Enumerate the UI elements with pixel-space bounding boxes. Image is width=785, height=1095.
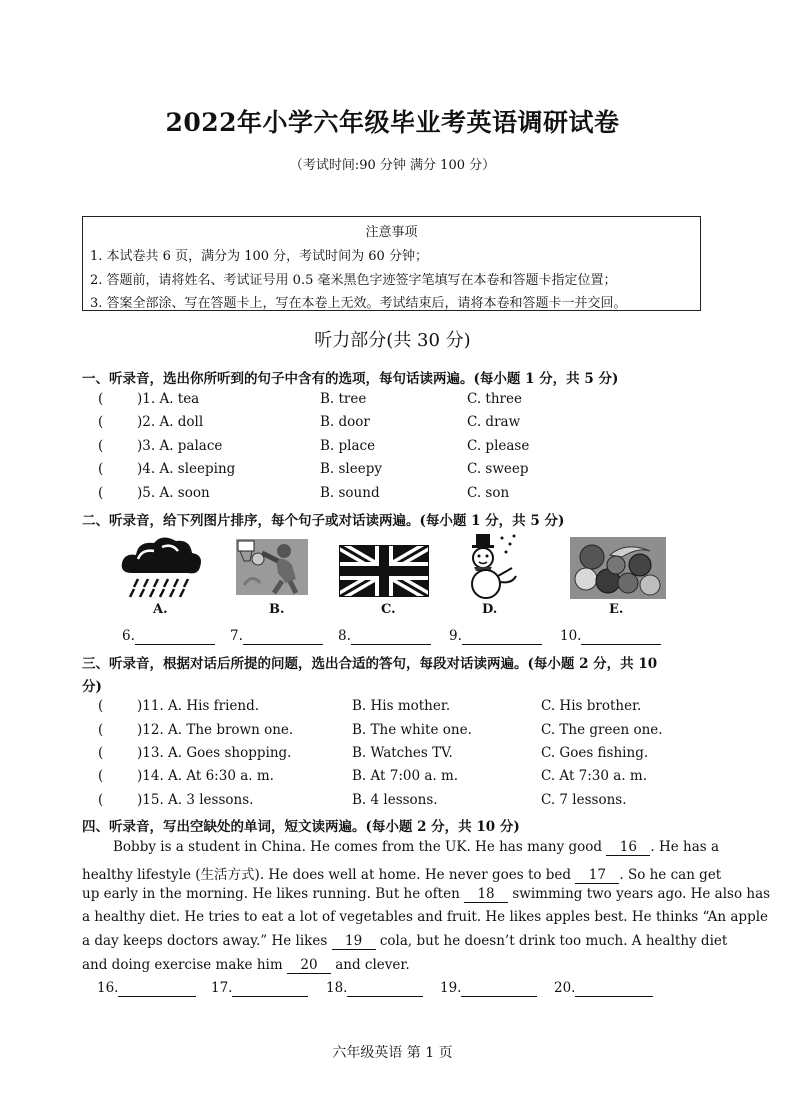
s1-q2-option-c: C. draw — [467, 414, 521, 430]
s3-q13-option-c: C. Goes fishing. — [541, 745, 649, 761]
passage-line-4: a healthy diet. He tries to eat a lot of vegetables and fruit. He likes apples best. He thinks “An apple — [82, 909, 769, 925]
s1-q2-option-a: )2. A. doll — [137, 414, 204, 430]
blank-label: 17. — [211, 980, 233, 996]
passage-line-1 — [113, 839, 719, 856]
s3-paren: ( — [98, 768, 104, 784]
s1-q5-option-b: B. sound — [320, 485, 380, 501]
s3-paren: ( — [98, 698, 104, 714]
blank-label: 18. — [326, 980, 348, 996]
s1-paren: ( — [98, 485, 104, 501]
s1-q1-option-c: C. three — [467, 391, 522, 407]
passage-line-3 — [82, 886, 770, 903]
passage-line-5 — [82, 933, 727, 950]
blank-label: 8. — [338, 628, 351, 644]
passage-line-2 — [82, 863, 721, 884]
passage-text: . He has a — [650, 839, 720, 855]
section3-instruction-cont: 分) — [82, 679, 102, 695]
exam-subtitle: （考试时间:90 分钟 满分 100 分） — [289, 158, 496, 173]
s1-q1-option-a: )1. A. tea — [137, 391, 200, 407]
passage-text: healthy lifestyle (生活方式). He does well at home. He never goes to bed — [82, 867, 576, 883]
s3-q14-option-b: B. At 7:00 a. m. — [352, 768, 459, 784]
blank-label: 9. — [449, 628, 462, 644]
s1-paren: ( — [98, 414, 104, 430]
s3-q12-option-c: C. The green one. — [541, 722, 663, 738]
s3-paren: ( — [98, 792, 104, 808]
answer-blank-20[interactable] — [554, 980, 653, 997]
section4-instruction: 四、听录音，写出空缺处的单词，短文读两遍。(每小题 2 分，共 10 分) — [82, 819, 520, 835]
s3-q13-option-a: )13. A. Goes shopping. — [137, 745, 292, 761]
passage-blank-17[interactable]: 17 — [575, 867, 619, 884]
listening-heading: 听力部分(共 30 分) — [314, 330, 471, 351]
answer-blank-7[interactable] — [230, 628, 323, 645]
passage-blank-20[interactable]: 20 — [287, 957, 331, 974]
passage-text: a day keeps doctors away.” He likes — [82, 933, 332, 949]
passage-text: cola, but he doesn’t drink too much. A healthy diet — [375, 933, 728, 949]
s3-q14-option-a: )14. A. At 6:30 a. m. — [137, 768, 274, 784]
s3-q12-option-a: )12. A. The brown one. — [137, 722, 294, 738]
s1-q3-option-b: B. place — [320, 438, 376, 454]
s1-paren: ( — [98, 461, 104, 477]
s3-paren: ( — [98, 722, 104, 738]
s3-paren: ( — [98, 745, 104, 761]
answer-blank-19[interactable] — [440, 980, 537, 997]
blank-label: 16. — [97, 980, 119, 996]
s3-q15-option-a: )15. A. 3 lessons. — [137, 792, 254, 808]
picture-label-e: E. — [609, 602, 624, 617]
passage-line-6 — [82, 957, 410, 974]
s1-q5-option-c: C. son — [467, 485, 510, 501]
s3-q14-option-c: C. At 7:30 a. m. — [541, 768, 647, 784]
s1-q5-option-a: )5. A. soon — [137, 485, 210, 501]
notice-line-1: 1. 本试卷共 6 页，满分为 100 分，考试时间为 60 分钟； — [90, 249, 428, 264]
passage-text: and clever. — [330, 957, 410, 973]
s1-q4-option-c: C. sweep — [467, 461, 529, 477]
s1-q4-option-a: )4. A. sleeping — [137, 461, 236, 477]
passage-text: and doing exercise make him — [82, 957, 287, 973]
s3-q12-option-b: B. The white one. — [352, 722, 472, 738]
picture-label-d: D. — [482, 602, 498, 617]
s1-paren: ( — [98, 391, 104, 407]
section2-instruction: 二、听录音，给下列图片排序，每个句子或对话读两遍。(每小题 1 分，共 5 分) — [82, 513, 565, 529]
fruit-basket-icon — [570, 537, 666, 599]
s3-q11-option-c: C. His brother. — [541, 698, 642, 714]
exam-title: 2022年小学六年级毕业考英语调研试卷 — [165, 108, 620, 137]
s1-q4-option-b: B. sleepy — [320, 461, 382, 477]
passage-text: Bobby is a student in China. He comes from the UK. He has many good — [113, 839, 607, 855]
answer-blank-10[interactable] — [560, 628, 661, 645]
blank-label: 7. — [230, 628, 243, 644]
s3-q15-option-c: C. 7 lessons. — [541, 792, 627, 808]
answer-blank-17[interactable] — [211, 980, 308, 997]
passage-text: swimming two years ago. He also has — [508, 886, 771, 902]
answer-blank-6[interactable] — [122, 628, 215, 645]
picture-label-c: C. — [381, 602, 396, 617]
s1-q1-option-b: B. tree — [320, 391, 367, 407]
s1-q3-option-c: C. please — [467, 438, 530, 454]
passage-blank-18[interactable]: 18 — [464, 886, 508, 903]
uk-flag-icon — [339, 545, 429, 597]
s3-q11-option-b: B. His mother. — [352, 698, 451, 714]
notice-box — [82, 216, 701, 311]
answer-blank-8[interactable] — [338, 628, 431, 645]
rain-cloud-icon — [118, 533, 204, 599]
picture-label-b: B. — [269, 602, 285, 617]
blank-label: 6. — [122, 628, 135, 644]
answer-blank-16[interactable] — [97, 980, 196, 997]
picture-label-a: A. — [153, 602, 168, 617]
s3-q13-option-b: B. Watches TV. — [352, 745, 453, 761]
section3-instruction: 三、听录音，根据对话后所提的问题，选出合适的答句，每段对话读两遍。(每小题 2 分，共 10 — [82, 656, 658, 672]
snowman-icon — [462, 532, 520, 600]
notice-line-2: 2. 答题前，请将姓名、考试证号用 0.5 毫米黑色字迹签字笔填写在本卷和答题卡指定位置； — [90, 273, 617, 288]
s3-q11-option-a: )11. A. His friend. — [137, 698, 260, 714]
passage-blank-16[interactable]: 16 — [606, 839, 650, 856]
blank-label: 10. — [560, 628, 582, 644]
s1-q3-option-a: )3. A. palace — [137, 438, 223, 454]
s1-q2-option-b: B. door — [320, 414, 370, 430]
section1-instruction: 一、听录音，选出你所听到的句子中含有的选项，每句话读两遍。(每小题 1 分，共 5 分) — [82, 371, 619, 387]
s3-q15-option-b: B. 4 lessons. — [352, 792, 438, 808]
basketball-player-icon — [236, 539, 308, 595]
answer-blank-9[interactable] — [449, 628, 542, 645]
notice-line-3: 3. 答案全部涂、写在答题卡上，写在本卷上无效。考试结束后，请将本卷和答题卡一并交回。 — [90, 296, 627, 311]
answer-blank-18[interactable] — [326, 980, 423, 997]
passage-text: . So he can get — [619, 867, 722, 883]
s1-paren: ( — [98, 438, 104, 454]
blank-label: 20. — [554, 980, 576, 996]
passage-text: up early in the morning. He likes running. But he often — [82, 886, 465, 902]
page-footer: 六年级英语 第 1 页 — [332, 1045, 453, 1061]
blank-label: 19. — [440, 980, 462, 996]
passage-blank-19[interactable]: 19 — [332, 933, 376, 950]
notice-heading: 注意事项 — [365, 225, 418, 240]
